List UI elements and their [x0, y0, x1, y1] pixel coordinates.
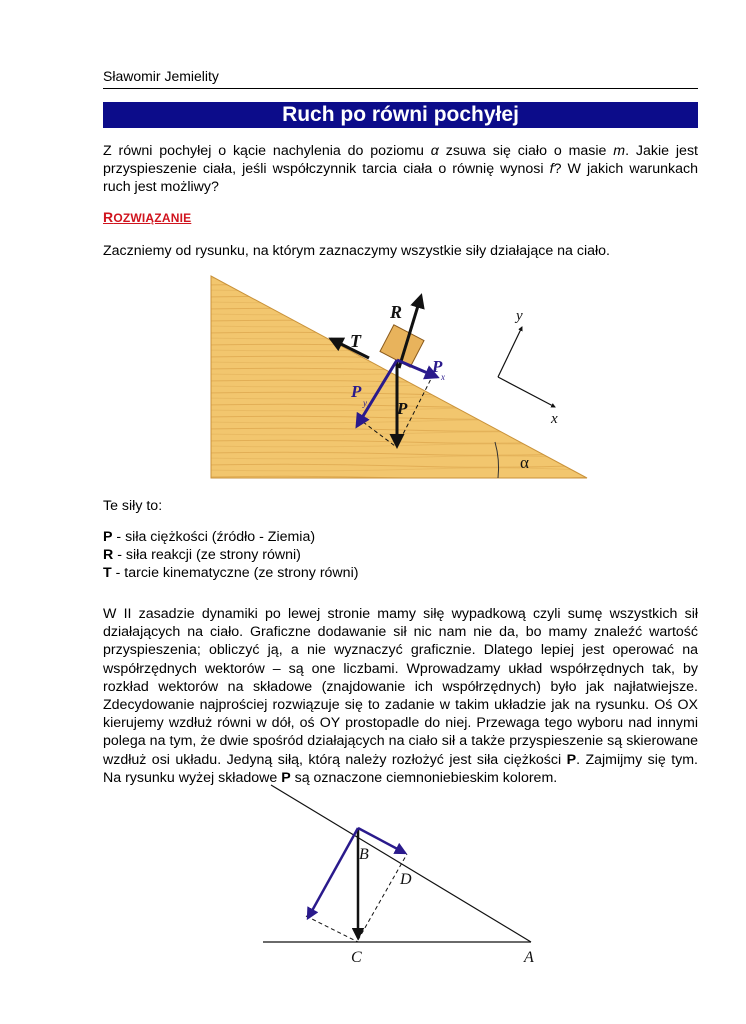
forces-list [103, 528, 698, 583]
y-axis-arrow [498, 327, 522, 377]
label-Px: P [432, 357, 443, 376]
force-Px-arrow [397, 360, 437, 377]
label-Py: P [351, 382, 362, 401]
label-alpha: α [520, 453, 529, 472]
header-rule [103, 88, 698, 89]
author: Sławomir Jemielity [103, 68, 219, 84]
label-C: C [351, 949, 362, 966]
label-Py-sub: y [363, 398, 367, 408]
body-text: W II zasadzie dynamiki po lewej stronie mamy siłę wypadkową czyli sumę wszystkich sił działających na ciało. Graficzne dodawanie sił nic nam nie da, bo mamy znaleźć wartość przyspieszenia; obliczyć ją, a nie wyznaczyć graficznie. Dlatego lepiej jest operować na współrzędnych wektorów – są one liczbami. Wprowadzamy układ współrzędnych tak, by rozkład wektorów na składowe (znajdowanie ich współrzędnych) było jak najłatwiejsze. Zdecydowanie najprościej rozwiązuje się to zadanie w takim układzie jak na rysunku. Oś OX kierujemy wzdłuż równi w dół, oś OY prostopadle do niej. Przewaga tego wyboru nad innymi polega na tym, że dwie spośród działających na ciało sił a także przyspieszenie są skierowane wzdłuż osi układu. Jedyną siłą, którą należy rozłożyć jest siła ciężkości P. Zajmijmy się tym. Na rysunku wyżej składowe P są oznaczone ciemnoniebieskim kolorem. [103, 606, 699, 786]
list-item: P - siła ciężkości (źródło - Ziemia) [103, 529, 316, 545]
x-axis-arrow [498, 377, 555, 407]
decomposition-figure [255, 780, 555, 970]
intro-text: Zaczniemy od rysunku, na którym zaznaczymy wszystkie siły działające na ciało. [103, 243, 610, 259]
incline-line [271, 785, 531, 942]
problem-statement: Z równi pochyłej o kącie nachylenia do poziomu α zsuwa się ciało o masie m. Jakie jest przyspieszenie ciała, jeśli współczynnik tarcia ciała o równię wynosi f? W jakich warunkach ruch jest możliwy? [103, 143, 698, 196]
label-A: A [524, 949, 534, 966]
label-Px-sub: x [441, 372, 445, 382]
dashed-line-CD [358, 854, 407, 940]
page-title: Ruch po równi pochyłej [103, 102, 698, 128]
list-item: R - siła reakcji (ze strony równi) [103, 547, 301, 564]
vector-Py [308, 828, 358, 918]
label-B: B [359, 846, 369, 863]
forces-intro: Te siły to: [103, 498, 163, 514]
label-T: T [350, 331, 361, 351]
solution-heading: ROZWIĄZANIE [103, 209, 192, 225]
incline-forces-figure [205, 270, 595, 485]
label-P: P [397, 399, 408, 418]
list-item: T - tarcie kinematyczne (ze strony równi) [103, 565, 359, 582]
label-D: D [400, 871, 412, 888]
dashed-line-Py [306, 916, 358, 942]
label-y-axis: y [516, 308, 523, 324]
alpha-symbol: α [430, 143, 439, 159]
label-R: R [390, 302, 403, 322]
label-x-axis: x [551, 411, 558, 427]
